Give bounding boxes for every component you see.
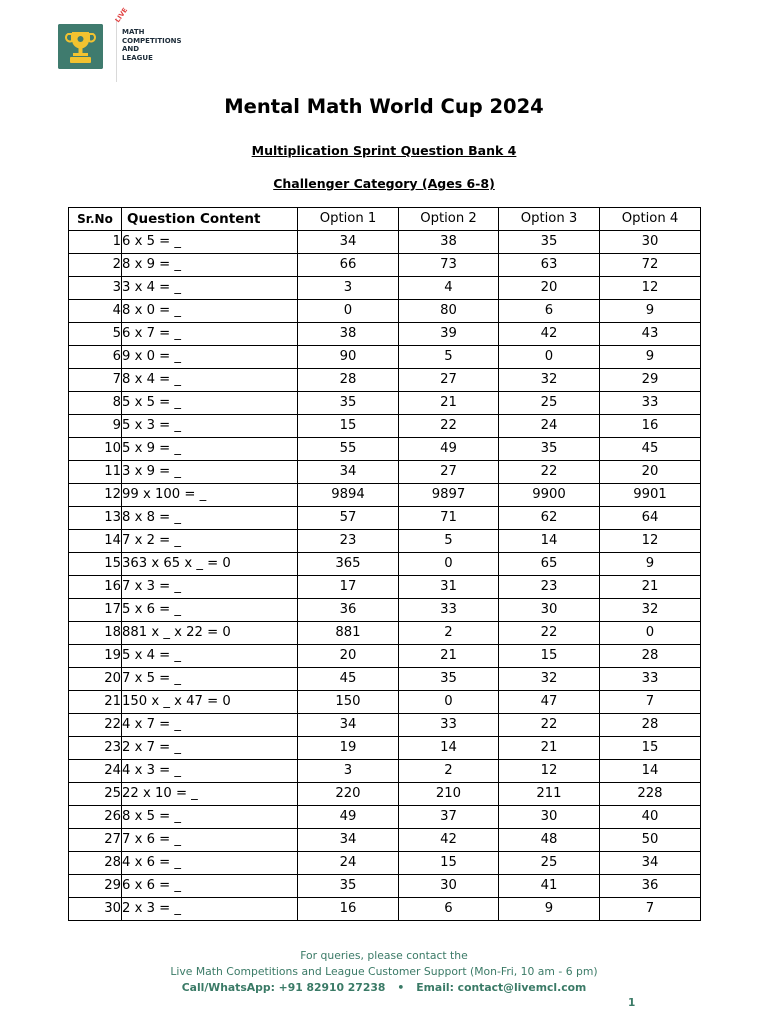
header-option-1: Option 1 bbox=[298, 208, 399, 231]
cell-option-1: 17 bbox=[298, 576, 399, 599]
table-body bbox=[69, 231, 701, 921]
footer-email: Email: contact@livemcl.com bbox=[416, 981, 587, 994]
cell-option-4: 12 bbox=[600, 277, 701, 300]
cell-sr-no: 5 bbox=[69, 323, 122, 346]
cell-option-3: 9 bbox=[499, 898, 600, 921]
cell-sr-no: 27 bbox=[69, 829, 122, 852]
table-row bbox=[69, 553, 701, 576]
cell-sr-no: 10 bbox=[69, 438, 122, 461]
cell-option-1: 34 bbox=[298, 829, 399, 852]
cell-option-3: 62 bbox=[499, 507, 600, 530]
table-row bbox=[69, 507, 701, 530]
cell-option-4: 34 bbox=[600, 852, 701, 875]
cell-option-2: 5 bbox=[399, 346, 499, 369]
cell-sr-no: 28 bbox=[69, 852, 122, 875]
cell-option-3: 32 bbox=[499, 668, 600, 691]
cell-question: 7 x 5 = _ bbox=[122, 668, 298, 691]
cell-option-2: 71 bbox=[399, 507, 499, 530]
cell-sr-no: 24 bbox=[69, 760, 122, 783]
cell-option-2: 210 bbox=[399, 783, 499, 806]
cell-option-1: 36 bbox=[298, 599, 399, 622]
cell-question: 4 x 7 = _ bbox=[122, 714, 298, 737]
cell-sr-no: 18 bbox=[69, 622, 122, 645]
cell-option-3: 65 bbox=[499, 553, 600, 576]
cell-option-4: 45 bbox=[600, 438, 701, 461]
cell-option-4: 43 bbox=[600, 323, 701, 346]
cell-option-4: 9 bbox=[600, 300, 701, 323]
cell-question: 3 x 9 = _ bbox=[122, 461, 298, 484]
cell-sr-no: 2 bbox=[69, 254, 122, 277]
cell-sr-no: 8 bbox=[69, 392, 122, 415]
cell-sr-no: 7 bbox=[69, 369, 122, 392]
header-question-content: Question Content bbox=[122, 208, 298, 231]
table-row bbox=[69, 783, 701, 806]
cell-option-1: 34 bbox=[298, 231, 399, 254]
cell-option-1: 365 bbox=[298, 553, 399, 576]
table-row bbox=[69, 622, 701, 645]
cell-option-4: 7 bbox=[600, 691, 701, 714]
cell-option-4: 20 bbox=[600, 461, 701, 484]
cell-option-4: 9 bbox=[600, 553, 701, 576]
cell-option-2: 73 bbox=[399, 254, 499, 277]
header-sr-no: Sr.No bbox=[69, 208, 122, 231]
question-bank-subtitle: Multiplication Sprint Question Bank 4 bbox=[251, 143, 517, 158]
cell-sr-no: 25 bbox=[69, 783, 122, 806]
cell-question: 8 x 5 = _ bbox=[122, 806, 298, 829]
cell-option-1: 66 bbox=[298, 254, 399, 277]
cell-question: 2 x 3 = _ bbox=[122, 898, 298, 921]
cell-option-1: 3 bbox=[298, 760, 399, 783]
table-row bbox=[69, 277, 701, 300]
cell-option-2: 21 bbox=[399, 392, 499, 415]
cell-option-4: 29 bbox=[600, 369, 701, 392]
cell-option-2: 33 bbox=[399, 714, 499, 737]
table-row bbox=[69, 898, 701, 921]
table-row bbox=[69, 300, 701, 323]
cell-option-3: 22 bbox=[499, 622, 600, 645]
table-row bbox=[69, 829, 701, 852]
cell-question: 7 x 3 = _ bbox=[122, 576, 298, 599]
cell-option-2: 49 bbox=[399, 438, 499, 461]
table-row bbox=[69, 714, 701, 737]
logo-live-text: LIVE bbox=[113, 6, 130, 24]
cell-option-3: 63 bbox=[499, 254, 600, 277]
header-option-4: Option 4 bbox=[600, 208, 701, 231]
cell-option-1: 15 bbox=[298, 415, 399, 438]
table-row bbox=[69, 645, 701, 668]
footer-contact-details bbox=[0, 981, 768, 994]
cell-sr-no: 19 bbox=[69, 645, 122, 668]
cell-question: 881 x _ x 22 = 0 bbox=[122, 622, 298, 645]
cell-option-2: 42 bbox=[399, 829, 499, 852]
cell-option-4: 28 bbox=[600, 714, 701, 737]
header-option-2: Option 2 bbox=[399, 208, 499, 231]
cell-sr-no: 30 bbox=[69, 898, 122, 921]
header-option-3: Option 3 bbox=[499, 208, 600, 231]
cell-sr-no: 4 bbox=[69, 300, 122, 323]
page-number: 1 bbox=[628, 997, 636, 1009]
cell-option-2: 2 bbox=[399, 760, 499, 783]
cell-sr-no: 3 bbox=[69, 277, 122, 300]
cell-question: 3 x 4 = _ bbox=[122, 277, 298, 300]
cell-sr-no: 17 bbox=[69, 599, 122, 622]
cell-option-1: 35 bbox=[298, 875, 399, 898]
cell-option-3: 25 bbox=[499, 852, 600, 875]
cell-question: 7 x 2 = _ bbox=[122, 530, 298, 553]
cell-sr-no: 23 bbox=[69, 737, 122, 760]
cell-option-4: 40 bbox=[600, 806, 701, 829]
cell-question: 363 x 65 x _ = 0 bbox=[122, 553, 298, 576]
cell-option-4: 9 bbox=[600, 346, 701, 369]
cell-option-1: 19 bbox=[298, 737, 399, 760]
cell-option-3: 48 bbox=[499, 829, 600, 852]
footer-support-hours: Live Math Competitions and League Customer Support (Mon-Fri, 10 am - 6 pm) bbox=[170, 965, 598, 978]
footer-separator: • bbox=[397, 981, 405, 994]
cell-option-3: 6 bbox=[499, 300, 600, 323]
cell-option-4: 12 bbox=[600, 530, 701, 553]
cell-option-2: 4 bbox=[399, 277, 499, 300]
trophy-icon bbox=[58, 24, 103, 69]
cell-option-3: 30 bbox=[499, 599, 600, 622]
cell-option-1: 20 bbox=[298, 645, 399, 668]
cell-option-3: 22 bbox=[499, 714, 600, 737]
cell-option-3: 23 bbox=[499, 576, 600, 599]
cell-option-4: 228 bbox=[600, 783, 701, 806]
cell-option-4: 50 bbox=[600, 829, 701, 852]
cell-option-3: 22 bbox=[499, 461, 600, 484]
cell-option-3: 30 bbox=[499, 806, 600, 829]
table-row bbox=[69, 737, 701, 760]
cell-question: 5 x 6 = _ bbox=[122, 599, 298, 622]
cell-option-1: 23 bbox=[298, 530, 399, 553]
category-subtitle: Challenger Category (Ages 6-8) bbox=[273, 176, 495, 191]
cell-option-2: 80 bbox=[399, 300, 499, 323]
cell-sr-no: 29 bbox=[69, 875, 122, 898]
cell-option-3: 42 bbox=[499, 323, 600, 346]
cell-sr-no: 16 bbox=[69, 576, 122, 599]
cell-option-1: 881 bbox=[298, 622, 399, 645]
cell-sr-no: 1 bbox=[69, 231, 122, 254]
cell-option-4: 36 bbox=[600, 875, 701, 898]
cell-sr-no: 12 bbox=[69, 484, 122, 507]
cell-option-3: 47 bbox=[499, 691, 600, 714]
cell-question: 22 x 10 = _ bbox=[122, 783, 298, 806]
table-row bbox=[69, 415, 701, 438]
cell-question: 5 x 4 = _ bbox=[122, 645, 298, 668]
cell-option-1: 57 bbox=[298, 507, 399, 530]
cell-option-2: 21 bbox=[399, 645, 499, 668]
cell-option-1: 9894 bbox=[298, 484, 399, 507]
cell-option-4: 14 bbox=[600, 760, 701, 783]
cell-option-2: 37 bbox=[399, 806, 499, 829]
table-row bbox=[69, 852, 701, 875]
cell-sr-no: 9 bbox=[69, 415, 122, 438]
cell-sr-no: 26 bbox=[69, 806, 122, 829]
cell-option-4: 28 bbox=[600, 645, 701, 668]
cell-option-4: 64 bbox=[600, 507, 701, 530]
cell-question: 8 x 4 = _ bbox=[122, 369, 298, 392]
cell-option-1: 34 bbox=[298, 714, 399, 737]
cell-sr-no: 13 bbox=[69, 507, 122, 530]
cell-option-1: 28 bbox=[298, 369, 399, 392]
cell-option-1: 16 bbox=[298, 898, 399, 921]
cell-option-3: 14 bbox=[499, 530, 600, 553]
cell-option-3: 211 bbox=[499, 783, 600, 806]
cell-option-4: 9901 bbox=[600, 484, 701, 507]
cell-question: 9 x 0 = _ bbox=[122, 346, 298, 369]
cell-sr-no: 11 bbox=[69, 461, 122, 484]
cell-option-4: 16 bbox=[600, 415, 701, 438]
cell-question: 5 x 3 = _ bbox=[122, 415, 298, 438]
cell-option-3: 35 bbox=[499, 438, 600, 461]
table-row bbox=[69, 369, 701, 392]
cell-option-3: 32 bbox=[499, 369, 600, 392]
table-header-row bbox=[69, 208, 701, 231]
table-row bbox=[69, 760, 701, 783]
cell-question: 6 x 6 = _ bbox=[122, 875, 298, 898]
cell-option-3: 35 bbox=[499, 231, 600, 254]
cell-option-3: 20 bbox=[499, 277, 600, 300]
cell-option-1: 24 bbox=[298, 852, 399, 875]
cell-question: 7 x 6 = _ bbox=[122, 829, 298, 852]
cell-option-1: 34 bbox=[298, 461, 399, 484]
cell-question: 8 x 0 = _ bbox=[122, 300, 298, 323]
cell-question: 6 x 5 = _ bbox=[122, 231, 298, 254]
cell-sr-no: 20 bbox=[69, 668, 122, 691]
cell-option-4: 32 bbox=[600, 599, 701, 622]
table-row bbox=[69, 530, 701, 553]
cell-option-2: 31 bbox=[399, 576, 499, 599]
cell-option-2: 27 bbox=[399, 461, 499, 484]
cell-question: 5 x 5 = _ bbox=[122, 392, 298, 415]
table-row bbox=[69, 346, 701, 369]
table-row bbox=[69, 599, 701, 622]
cell-option-3: 0 bbox=[499, 346, 600, 369]
cell-option-1: 55 bbox=[298, 438, 399, 461]
cell-option-2: 22 bbox=[399, 415, 499, 438]
cell-sr-no: 14 bbox=[69, 530, 122, 553]
cell-sr-no: 6 bbox=[69, 346, 122, 369]
cell-option-2: 33 bbox=[399, 599, 499, 622]
cell-option-4: 72 bbox=[600, 254, 701, 277]
cell-sr-no: 21 bbox=[69, 691, 122, 714]
table-row bbox=[69, 254, 701, 277]
cell-option-3: 15 bbox=[499, 645, 600, 668]
cell-option-3: 21 bbox=[499, 737, 600, 760]
cell-sr-no: 15 bbox=[69, 553, 122, 576]
cell-option-2: 0 bbox=[399, 691, 499, 714]
cell-option-2: 0 bbox=[399, 553, 499, 576]
table-row bbox=[69, 231, 701, 254]
cell-option-4: 33 bbox=[600, 392, 701, 415]
footer-contact-intro: For queries, please contact the bbox=[300, 949, 468, 962]
cell-option-3: 24 bbox=[499, 415, 600, 438]
table-row bbox=[69, 461, 701, 484]
cell-option-4: 7 bbox=[600, 898, 701, 921]
cell-sr-no: 22 bbox=[69, 714, 122, 737]
cell-option-4: 15 bbox=[600, 737, 701, 760]
cell-option-2: 35 bbox=[399, 668, 499, 691]
question-table bbox=[68, 207, 701, 921]
table-row bbox=[69, 392, 701, 415]
table-row bbox=[69, 484, 701, 507]
cell-question: 4 x 3 = _ bbox=[122, 760, 298, 783]
cell-option-1: 3 bbox=[298, 277, 399, 300]
cell-question: 5 x 9 = _ bbox=[122, 438, 298, 461]
cell-question: 99 x 100 = _ bbox=[122, 484, 298, 507]
cell-question: 6 x 7 = _ bbox=[122, 323, 298, 346]
table-row bbox=[69, 691, 701, 714]
cell-option-3: 41 bbox=[499, 875, 600, 898]
cell-option-2: 27 bbox=[399, 369, 499, 392]
table-row bbox=[69, 438, 701, 461]
cell-option-1: 45 bbox=[298, 668, 399, 691]
cell-option-1: 150 bbox=[298, 691, 399, 714]
logo-text: MATH COMPETITIONS AND LEAGUE bbox=[122, 28, 182, 62]
cell-option-2: 14 bbox=[399, 737, 499, 760]
cell-option-4: 21 bbox=[600, 576, 701, 599]
logo bbox=[58, 6, 188, 82]
cell-option-4: 33 bbox=[600, 668, 701, 691]
cell-option-1: 90 bbox=[298, 346, 399, 369]
table-row bbox=[69, 806, 701, 829]
cell-option-1: 0 bbox=[298, 300, 399, 323]
cell-option-1: 220 bbox=[298, 783, 399, 806]
cell-question: 2 x 7 = _ bbox=[122, 737, 298, 760]
cell-question: 8 x 9 = _ bbox=[122, 254, 298, 277]
table-row bbox=[69, 668, 701, 691]
cell-option-3: 9900 bbox=[499, 484, 600, 507]
cell-option-2: 9897 bbox=[399, 484, 499, 507]
table-row bbox=[69, 323, 701, 346]
logo-divider bbox=[116, 18, 117, 82]
cell-option-1: 38 bbox=[298, 323, 399, 346]
cell-question: 8 x 8 = _ bbox=[122, 507, 298, 530]
page-title: Mental Math World Cup 2024 bbox=[224, 95, 544, 118]
table-row bbox=[69, 875, 701, 898]
cell-option-1: 49 bbox=[298, 806, 399, 829]
cell-option-2: 5 bbox=[399, 530, 499, 553]
cell-option-4: 30 bbox=[600, 231, 701, 254]
cell-option-4: 0 bbox=[600, 622, 701, 645]
cell-option-2: 39 bbox=[399, 323, 499, 346]
cell-option-2: 15 bbox=[399, 852, 499, 875]
cell-option-2: 2 bbox=[399, 622, 499, 645]
footer-phone: Call/WhatsApp: +91 82910 27238 bbox=[181, 981, 386, 994]
cell-option-1: 35 bbox=[298, 392, 399, 415]
cell-question: 4 x 6 = _ bbox=[122, 852, 298, 875]
cell-option-2: 6 bbox=[399, 898, 499, 921]
table-row bbox=[69, 576, 701, 599]
cell-question: 150 x _ x 47 = 0 bbox=[122, 691, 298, 714]
cell-option-3: 12 bbox=[499, 760, 600, 783]
cell-option-2: 30 bbox=[399, 875, 499, 898]
cell-option-3: 25 bbox=[499, 392, 600, 415]
cell-option-2: 38 bbox=[399, 231, 499, 254]
